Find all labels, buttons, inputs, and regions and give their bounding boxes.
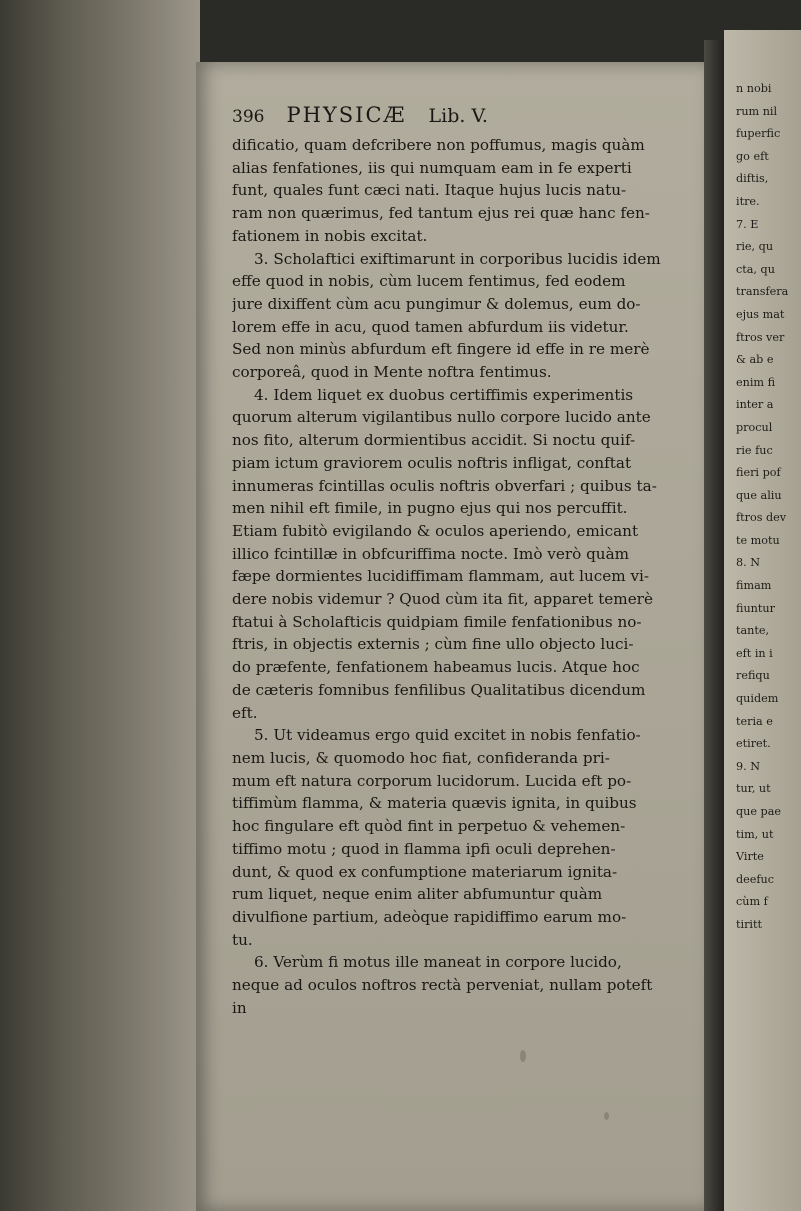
facing-page-line: refiqu [736, 669, 770, 683]
text-line: quorum alterum vigilantibus nullo corpore lucido ante [232, 408, 651, 427]
facing-page-line: te motu [736, 533, 780, 547]
text-line: 4. Idem liquet ex duobus certiffimis experimentis [254, 385, 634, 404]
facing-page-line: n nobi [736, 82, 772, 95]
facing-page-line: procul [736, 420, 773, 434]
facing-page-line: Virte [736, 850, 764, 864]
facing-page-line: que aliu [736, 488, 782, 502]
facing-page-line: tante, [736, 624, 770, 638]
text-line: hoc fingulare eft quòd fint in perpetuo & vehemen- [232, 817, 626, 836]
text-line: neque ad oculos noftros rectà perveniat, nullam poteft [232, 976, 653, 995]
text-line: tiffimùm flamma, & materia quævis ignita, in quibus [232, 794, 637, 813]
text-line: dunt, & quod ex confumptione materiarum ignita- [232, 862, 618, 881]
facing-page-line: itre. [736, 194, 760, 208]
text-line: 6. Verùm fi motus ille maneat in corpore lucido, [254, 953, 622, 972]
text-line: nem lucis, & quomodo hoc fiat, confideranda pri- [232, 748, 610, 767]
text-line: corporeâ, quod in Mente noftra fentimus. [232, 363, 552, 382]
text-line: 3. Scholaftici exiftimarunt in corporibus lucidis idem [254, 249, 661, 268]
text-line: innumeras fcintillas oculis noftris obverfari ; quibus ta- [232, 476, 657, 495]
text-line: rum liquet, neque enim aliter abfumuntur quàm [232, 885, 603, 904]
running-title: PHYSICÆ [286, 103, 407, 127]
facing-page-line: enim fi [736, 375, 776, 389]
text-line: tiffimo motu ; quod in flamma ipfi oculi deprehen- [232, 839, 616, 858]
facing-page-line: tiritt [736, 917, 762, 931]
facing-page-line: ftros ver [736, 330, 785, 344]
text-line: in [232, 998, 247, 1017]
text-line: effe quod in nobis, cùm lucem fentimus, fed eodem [232, 272, 626, 291]
text-line: de cæteris fomnibus fenfilibus Qualitatibus dicendum [232, 680, 646, 699]
page-number: 396 [232, 107, 265, 127]
text-line: alias fenfationes, iis qui numquam eam in fe experti [232, 158, 632, 177]
text-line: divulfione partium, adeòque rapidiffimo earum mo- [232, 907, 627, 926]
body-text [232, 134, 687, 1019]
text-line: illico fcintillæ in obfcuriffima nocte. Imò verò quàm [232, 544, 630, 563]
text-line: mum eft natura corporum lucidorum. Lucida eft po- [232, 771, 632, 790]
facing-page-text [736, 78, 796, 937]
facing-page-line: que pae [736, 805, 781, 818]
page-content [232, 104, 687, 1019]
facing-page-line: transfera [736, 285, 789, 299]
text-line: dere nobis videmur ? Quod cùm ita fit, apparet temerè [232, 590, 653, 609]
text-line: ftatui à Scholafticis quidpiam fimile fenfationibus no- [232, 612, 642, 631]
book-gutter [704, 40, 726, 1211]
facing-page-line: rie, qu [736, 240, 774, 254]
text-line: dificatio, quam defcribere non poffumus, magis quàm [232, 136, 645, 154]
text-line: men nihil eft fimile, in pugno ejus qui nos percuffit. [232, 499, 628, 518]
left-binding-edge [0, 0, 200, 1211]
facing-page-line: inter a [736, 398, 774, 412]
text-line: nos fito, alterum dormientibus accidit. Si noctu quif- [232, 431, 636, 450]
book-label: Lib. V. [428, 105, 488, 127]
facing-page-line: quidem [736, 692, 779, 706]
facing-page-line: etiret. [736, 737, 771, 751]
text-line: Sed non minùs abfurdum eft fingere id effe in re merè [232, 340, 650, 359]
facing-page-line: fimam [736, 579, 772, 593]
text-line: do præfente, fenfationem habeamus lucis. Atque hoc [232, 658, 640, 677]
facing-page-line: eft in i [736, 646, 773, 660]
ink-smudge [604, 1112, 609, 1120]
facing-page-line: 9. N [736, 759, 761, 773]
facing-page-line: rum nil [736, 104, 778, 118]
facing-page-line: ejus mat [736, 307, 785, 321]
text-line: jure dixiffent cùm acu pungimur & dolemus, eum do- [232, 294, 641, 313]
running-header [232, 104, 687, 134]
facing-page-line: fiuntur [736, 601, 775, 615]
facing-page-line: cùm f [736, 895, 768, 909]
facing-page-line: & ab e [736, 353, 774, 367]
facing-page-line: fuperfic [736, 127, 781, 141]
text-line: fæpe dormientes lucidiffimam flammam, aut lucem vi- [232, 567, 650, 586]
facing-page-line: deefuc [736, 872, 775, 886]
text-line: Etiam fubitò evigilando & oculos aperiendo, emicant [232, 521, 639, 540]
text-line: ftris, in objectis externis ; cùm fine ullo objecto luci- [232, 635, 634, 654]
facing-page-line: teria e [736, 714, 773, 728]
text-line: funt, quales funt cæci nati. Itaque hujus lucis natu- [232, 181, 627, 200]
facing-page-line: tim, ut [736, 827, 774, 841]
facing-page-line: 7. E [736, 217, 759, 231]
text-line: tu. [232, 930, 253, 949]
ink-smudge [520, 1050, 526, 1062]
facing-page-line: cta, qu [736, 262, 775, 276]
text-line: eft. [232, 703, 258, 722]
facing-page-line: rie fuc [736, 443, 773, 457]
facing-page-line: ftros dev [736, 511, 787, 525]
facing-page-line: tur, ut [736, 782, 771, 796]
facing-page-line: 8. N [736, 556, 761, 570]
text-line: lorem effe in acu, quod tamen abfurdum iis videtur. [232, 317, 629, 336]
facing-page-line: fieri pof [736, 466, 781, 480]
facing-page-line: diftis, [736, 172, 769, 186]
text-line: piam ictum graviorem oculis noftris infligat, conftat [232, 453, 632, 472]
text-line: 5. Ut videamus ergo quid excitet in nobis fenfatio- [254, 726, 641, 745]
text-line: fationem in nobis excitat. [232, 226, 428, 245]
text-line: ram non quærimus, fed tantum ejus rei quæ hanc fen- [232, 204, 650, 223]
facing-page-line: go eft [736, 149, 769, 163]
